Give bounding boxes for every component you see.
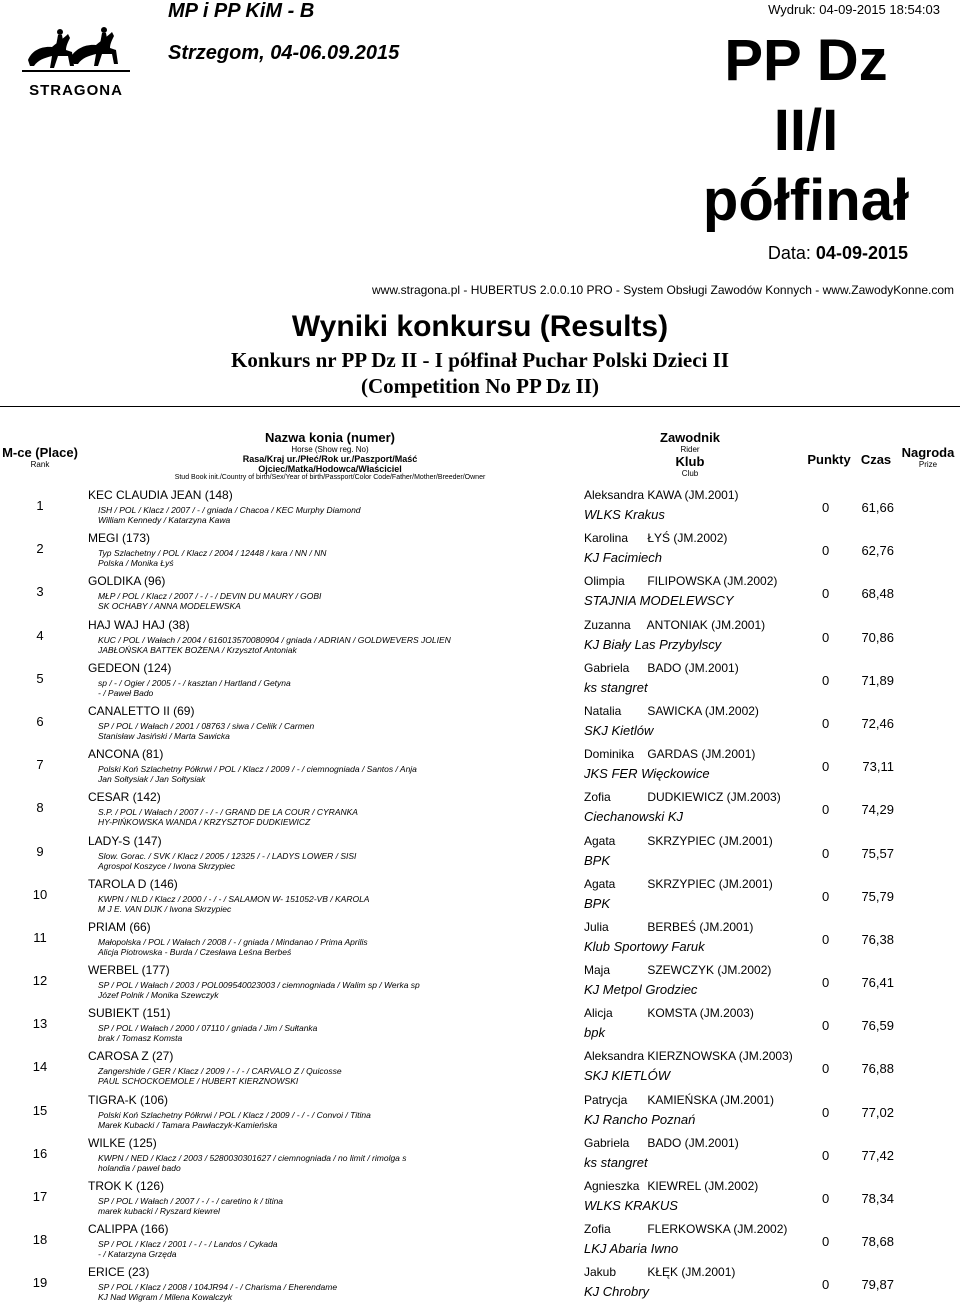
horse-details-line-2: William Kennedy / Katarzyna Kawa [98, 515, 231, 525]
rider-name [584, 574, 777, 588]
rank: 18 [32, 1232, 48, 1248]
club-name: KJ Metpol Grodziec [584, 982, 698, 998]
table-row [0, 704, 960, 747]
horse-name: TROK K (126) [88, 1179, 165, 1193]
horse-details-line-1: S.P. / POL / Wałach / 2007 / - / - / GRAND DE LA COUR / CYRANKA [98, 807, 358, 818]
competition-number: (Competition No PP Dz II) [361, 374, 599, 398]
time-value: 78,34 [861, 1191, 894, 1206]
column-header-rider: Zawodnik Rider Klub Club [660, 430, 720, 478]
rank: 17 [32, 1189, 48, 1204]
rider-last-name: SKRZYPIEC (JM.2001) [647, 833, 773, 848]
rider-last-name: FLERKOWSKA (JM.2002) [647, 1222, 788, 1237]
horse-details [98, 548, 326, 568]
time-value: 76,59 [861, 1018, 894, 1034]
table-row [0, 1222, 960, 1265]
rider-name [584, 1049, 793, 1063]
horse-details-line-2: Marek Kubacki / Tamara Pawłaczyk-Kamieńska [98, 1119, 278, 1130]
penalty-points: 0 [822, 975, 830, 991]
time-value: 73,11 [862, 759, 894, 775]
horse-details [98, 635, 451, 655]
horse-name: WERBEL (177) [88, 963, 170, 978]
horse-name: ERICE (23) [88, 1265, 150, 1280]
horse-details [98, 764, 417, 784]
time-value: 75,79 [861, 888, 894, 904]
rider-last-name: SZEWCZYK (JM.2002) [647, 963, 772, 978]
rider-name [584, 531, 727, 545]
horse-details-line-1: Slow. Gorac. / SVK / Klacz / 2005 / 12325 / - / LADYS LOWER / SISI [98, 850, 357, 861]
table-row [0, 963, 960, 1006]
horse-riders-logo-icon [18, 20, 134, 82]
horse-details [98, 1196, 283, 1216]
rider-name [584, 920, 753, 934]
time-value: 79,87 [861, 1277, 894, 1293]
horse-details-line-2: - / Katarzyna Grzęda [98, 1249, 177, 1260]
time-value: 75,57 [861, 845, 894, 861]
rider-first-name: Zuzanna [584, 617, 631, 632]
penalty-points: 0 [822, 931, 830, 947]
rank: 8 [36, 800, 44, 816]
horse-details-line-2: Józef Polnik / Monika Szewczyk [98, 990, 219, 1001]
rider-last-name: FILIPOWSKA (JM.2002) [647, 574, 778, 589]
table-row [0, 790, 960, 833]
horse-details-line-1: SP / POL / Klacz / 2008 / 104JR94 / - / Charisma / Eherendame [98, 1282, 338, 1293]
table-row [0, 877, 960, 920]
time-value: 61,66 [861, 500, 894, 515]
table-row [0, 1006, 960, 1049]
club-name: BPK [584, 852, 611, 868]
header-divider [0, 406, 960, 407]
rider-last-name: KAMIEŃSKA (JM.2001) [647, 1092, 775, 1107]
rider-last-name: BADO (JM.2001) [647, 660, 739, 675]
horse-name: KEC CLAUDIA JEAN (148) [88, 488, 233, 502]
horse-details-line-2: KJ Nad Wigram / Milena Kowalczyk [98, 1292, 233, 1303]
time-value: 71,89 [861, 672, 894, 688]
table-row [0, 1049, 960, 1092]
rank: 6 [36, 713, 44, 729]
time-value: 76,38 [861, 931, 894, 947]
competition-date [768, 243, 908, 264]
rider-first-name: Natalia [584, 703, 622, 718]
horse-details [98, 1110, 371, 1130]
club-name: bpk [584, 1025, 605, 1041]
rider-name [584, 790, 781, 804]
rank: 10 [32, 886, 48, 902]
rider-name [584, 877, 773, 891]
horse-details-line-1: SP / POL / Klacz / 2001 / - / - / Landos / Cykada [98, 1239, 278, 1250]
date-label: Data: [767, 243, 811, 263]
time-value: 76,88 [861, 1061, 894, 1077]
rider-name [584, 618, 765, 632]
rider-first-name: Agata [584, 833, 616, 848]
rider-last-name: SAWICKA (JM.2002) [647, 703, 759, 718]
club-name: Klub Sportowy Faruk [584, 938, 705, 954]
rider-last-name: BADO (JM.2001) [647, 1135, 739, 1150]
horse-details-line-1: SP / POL / Wałach / 2001 / 08763 / siwa / Celiik / Carmen [98, 720, 315, 731]
horse-details-line-1: KUC / POL / Wałach / 2004 / 616013570080904 / gniada / ADRIAN / GOLDWEVERS JOLIEN [98, 634, 451, 645]
column-header-prize: Nagroda Prize [901, 445, 955, 469]
club-name: WLKS Krakus [584, 507, 665, 522]
penalty-points: 0 [822, 543, 830, 559]
horse-details-line-1: KWPN / NLD / Klacz / 2000 / - / - / SALAMON W- 151052-VB / KAROLA [98, 893, 370, 904]
horse-details-line-1: SP / POL / Wałach / 2007 / - / - / caretino k / titina [98, 1196, 284, 1206]
column-header-place: M-ce (Place) Rank [2, 445, 78, 469]
horse-details-line-1: Polski Koń Szlachetny Półkrwi / POL / Klacz / 2009 / - / - / Convoi / Titina [98, 1109, 371, 1120]
club-name: BPK [584, 895, 611, 911]
rider-first-name: Aleksandra [584, 1049, 645, 1064]
horse-details-line-1: Zangershide / GER / Klacz / 2009 / - / - / CARVALO Z / Quicosse [98, 1066, 342, 1077]
time-value: 70,86 [861, 629, 894, 645]
penalty-points: 0 [822, 629, 830, 645]
rider-name [584, 1179, 758, 1193]
horse-name: PRIAM (66) [88, 919, 151, 934]
horse-details-line-2: Agrospol Koszyce / Iwona Skrzypiec [98, 860, 236, 871]
horse-details-line-2: M J E. VAN DIJK / Iwona Skrzypiec [98, 903, 232, 914]
table-row [0, 1179, 960, 1222]
competition-name: Konkurs nr PP Dz II - I półfinał Puchar Polski Dzieci II [230, 348, 730, 372]
rider-last-name: KIERZNOWSKA (JM.2003) [647, 1049, 793, 1064]
event-place-date: Strzegom, 04-06.09.2015 [168, 42, 400, 64]
horse-details [98, 851, 356, 871]
time-value: 74,29 [861, 802, 894, 818]
rider-first-name: Olimpia [584, 574, 625, 589]
column-header-horse: Nazwa konia (numer) Horse (Show reg. No) Rasa/Kraj ur./Płeć/Rok ur./Paszport/Maść Ojciec/Matka/Hodowca/Właściciel Stud Book init./Country of birth/Sex/Year of birth/Passport/Color Code/Father/Mother/Breeder/Owner [174, 430, 486, 481]
horse-details-line-1: Typ Szlachetny / POL / Klacz / 2004 / 12448 / kara / NN / NN [98, 548, 327, 559]
rider-last-name: KIEWREL (JM.2002) [647, 1179, 759, 1193]
rider-name [584, 1093, 774, 1107]
penalty-points: 0 [822, 1277, 830, 1293]
rider-last-name: GARDAS (JM.2001) [647, 747, 756, 762]
column-header-points: Punkty [807, 452, 851, 467]
rider-first-name: Agnieszka [584, 1179, 640, 1193]
horse-details [98, 678, 291, 698]
table-row [0, 618, 960, 661]
time-value: 77,42 [861, 1147, 894, 1163]
rank: 11 [33, 929, 47, 945]
club-name: WLKS KRAKUS [584, 1198, 678, 1213]
time-value: 78,68 [861, 1234, 894, 1250]
print-timestamp: Wydruk: 04-09-2015 18:54:03 [768, 2, 940, 17]
horse-details-line-1: SP / POL / Wałach / 2003 / POL009540023003 / ciemnogniada / Walim sp / Werka sp [98, 980, 420, 991]
penalty-points: 0 [822, 1234, 830, 1250]
rank: 3 [36, 584, 44, 600]
horse-details [98, 894, 369, 914]
club-name: KJ Facimiech [584, 550, 663, 566]
results-table [0, 488, 960, 1304]
horse-details-line-1: Małopolska / POL / Wałach / 2008 / - / gniada / Mindanao / Prima Aprilis [98, 936, 368, 947]
table-row [0, 1093, 960, 1136]
rider-name [584, 747, 755, 761]
rider-name [584, 1222, 787, 1236]
club-name: SKJ KIETLÓW [584, 1068, 670, 1084]
table-row [0, 747, 960, 790]
club-name: KJ Chrobry [584, 1284, 650, 1300]
rider-name [584, 661, 739, 675]
rider-name [584, 963, 771, 977]
club-name: KJ Rancho Poznań [584, 1111, 696, 1127]
rider-name [584, 704, 759, 718]
horse-name: MEGI (173) [88, 531, 151, 546]
results-title: Wyniki konkursu (Results) [291, 310, 669, 343]
club-name: SKJ Kietlów [584, 722, 654, 738]
horse-name: CANALETTO II (69) [88, 703, 195, 718]
horse-name: CAROSA Z (27) [88, 1049, 174, 1064]
horse-details [98, 980, 420, 1000]
table-row [0, 488, 960, 531]
rider-name [584, 488, 739, 502]
horse-details [98, 1066, 342, 1086]
rider-last-name: KAWA (JM.2001) [647, 488, 739, 502]
competition-code-title [696, 26, 916, 236]
rank: 15 [32, 1102, 48, 1118]
horse-details-line-2: PAUL SCHOCKOEMOLE / HUBERT KIERZNOWSKI [98, 1076, 299, 1087]
horse-name: TIGRA-K (106) [88, 1092, 169, 1107]
horse-details [98, 937, 368, 957]
rider-first-name: Gabriela [584, 1135, 630, 1150]
horse-details [98, 1239, 278, 1259]
club-name: KJ Biały Las Przybylscy [584, 636, 722, 652]
rider-last-name: KŁĘK (JM.2001) [647, 1265, 736, 1280]
rank: 5 [36, 670, 44, 686]
horse-name: GOLDIKA (96) [88, 574, 166, 589]
rider-last-name: ANTONIAK (JM.2001) [646, 617, 766, 632]
horse-details-line-1: MŁP / POL / Klacz / 2007 / - / - / DEVIN DU MAURY / GOBI [98, 591, 322, 602]
rider-last-name: KOMSTA (JM.2003) [647, 1006, 754, 1021]
rider-first-name: Julia [584, 919, 609, 934]
time-value: 77,02 [861, 1104, 894, 1120]
table-row [0, 661, 960, 704]
software-credit: www.stragona.pl - HUBERTUS 2.0.0.10 PRO - System Obsługi Zawodów Konnych - www.ZawodyKonne.com [371, 283, 954, 297]
table-row [0, 574, 960, 617]
rider-first-name: Zofia [584, 790, 611, 805]
rider-name [584, 1006, 754, 1020]
rider-first-name: Jakub [584, 1265, 617, 1280]
penalty-points: 0 [822, 802, 830, 818]
horse-name: GEDEON (124) [88, 660, 172, 675]
horse-details-line-2: - / Paweł Bado [98, 687, 154, 698]
horse-details-line-2: brak / Tomasz Komsta [98, 1033, 183, 1044]
horse-name: HAJ WAJ HAJ (38) [88, 617, 190, 632]
rank: 12 [32, 973, 48, 989]
rank: 13 [32, 1016, 48, 1032]
big-title-line-3: półfinał [702, 168, 910, 233]
rider-first-name: Zofia [584, 1222, 611, 1237]
rank: 19 [32, 1275, 48, 1291]
rank: 4 [36, 627, 44, 643]
horse-name: ANCONA (81) [88, 747, 164, 762]
horse-details-line-2: SK OCHABY / ANNA MODELEWSKA [98, 601, 241, 612]
horse-details-line-1: sp / - / Ogier / 2005 / - / kasztan / Hartland / Getyna [98, 677, 291, 688]
penalty-points: 0 [822, 500, 830, 515]
horse-details [98, 721, 314, 741]
rider-first-name: Alicja [584, 1006, 613, 1021]
table-row [0, 1136, 960, 1179]
penalty-points: 0 [822, 715, 830, 731]
rider-name [584, 1136, 739, 1150]
big-title-line-2: II/I [773, 98, 839, 163]
penalty-points: 0 [822, 1061, 830, 1077]
event-title: MP i PP KiM - B [168, 0, 315, 22]
rank: 14 [32, 1059, 48, 1075]
time-value: 76,41 [861, 975, 894, 991]
penalty-points: 0 [822, 759, 830, 775]
penalty-points: 0 [822, 1191, 830, 1206]
penalty-points: 0 [822, 1018, 830, 1034]
horse-name: WILKE (125) [88, 1135, 157, 1150]
rank: 16 [32, 1145, 48, 1161]
horse-details-line-1: Polski Koń Szlachetny Półkrwi / POL / Klacz / 2009 / - / ciemnogniada / Santos / Anja [98, 764, 417, 775]
horse-details-line-2: JABŁOŃSKA BATTEK BOŻENA / Krzysztof Antoniak [98, 644, 297, 655]
rider-first-name: Karolina [584, 531, 629, 546]
rank: 2 [36, 541, 44, 557]
rider-first-name: Dominika [584, 747, 635, 762]
rider-last-name: ŁYŚ (JM.2002) [647, 531, 728, 546]
club-name: STAJNIA MODELEWSCY [584, 593, 734, 609]
time-value: 72,46 [861, 715, 894, 731]
horse-name: CALIPPA (166) [88, 1222, 169, 1237]
horse-details-line-2: Jan Sołtysiak / Jan Sołtysiak [98, 774, 206, 785]
table-row [0, 1265, 960, 1304]
penalty-points: 0 [822, 888, 830, 904]
table-row [0, 920, 960, 963]
horse-name: CESAR (142) [88, 790, 161, 805]
horse-details [98, 807, 358, 827]
club-name: Ciechanowski KJ [584, 809, 683, 825]
rank: 7 [36, 757, 44, 773]
horse-details-line-2: Alicja Piotrowska - Burda / Czesława Leśna Berbeś [98, 946, 292, 957]
horse-details-line-1: SP / POL / Wałach / 2000 / 07110 / gniada / Jim / Sułtanka [98, 1023, 318, 1034]
horse-details [98, 591, 321, 611]
rider-last-name: BERBEŚ (JM.2001) [647, 919, 754, 934]
horse-name: LADY-S (147) [88, 833, 162, 848]
rider-last-name: DUDKIEWICZ (JM.2003) [647, 790, 781, 805]
column-header-time: Czas [860, 452, 892, 467]
horse-details [98, 1153, 407, 1173]
horse-name: TAROLA D (146) [88, 876, 178, 891]
club-name: ks stangret [584, 679, 648, 695]
rider-last-name: SKRZYPIEC (JM.2001) [647, 876, 773, 891]
penalty-points: 0 [822, 845, 830, 861]
rank: 9 [36, 843, 44, 859]
horse-details [98, 1282, 337, 1302]
horse-details-line-1: KWPN / NED / Klacz / 2003 / 5280030301627 / ciemnogniada / no limit / rimolga s [98, 1152, 407, 1163]
horse-details-line-1: ISH / POL / Klacz / 2007 / - / gniada / Chacoa / KEC Murphy Diamond [98, 505, 361, 515]
horse-name: SUBIEKT (151) [88, 1006, 171, 1021]
penalty-points: 0 [822, 1147, 830, 1163]
rider-name [584, 834, 773, 848]
horse-details-line-2: Stanisław Jasiński / Marta Sawicka [98, 730, 230, 741]
horse-details [98, 505, 361, 525]
penalty-points: 0 [822, 1104, 830, 1120]
rider-name [584, 1265, 735, 1279]
rank: 1 [36, 498, 44, 513]
table-row [0, 531, 960, 574]
date-value: 04-09-2015 [815, 243, 908, 263]
horse-details-line-2: marek kubacki / Ryszard kiewrel [98, 1206, 220, 1216]
logo-text: STRAGONA [29, 82, 123, 99]
rider-first-name: Patrycja [584, 1092, 628, 1107]
club-name: JKS FER Więckowice [584, 766, 710, 782]
rider-first-name: Aleksandra [584, 488, 645, 502]
club-name: LKJ Abaria Iwno [584, 1241, 679, 1257]
rider-first-name: Gabriela [584, 660, 630, 675]
penalty-points: 0 [822, 586, 830, 602]
penalty-points: 0 [822, 672, 830, 688]
time-value: 68,48 [861, 586, 894, 602]
stragona-logo [18, 20, 134, 100]
big-title-line-1: PP Dz [724, 28, 888, 93]
horse-details [98, 1023, 317, 1043]
club-name: ks stangret [584, 1154, 648, 1170]
rider-first-name: Agata [584, 876, 616, 891]
horse-details-line-2: Polska / Monika Łyś [98, 558, 174, 569]
table-row [0, 834, 960, 877]
horse-details-line-2: holandia / pawel bado [98, 1162, 181, 1173]
horse-details-line-2: HY-PIŃKOWSKA WANDA / KRZYSZTOF DUDKIEWICZ [98, 817, 311, 828]
time-value: 62,76 [861, 543, 894, 559]
rider-first-name: Maja [584, 963, 611, 978]
